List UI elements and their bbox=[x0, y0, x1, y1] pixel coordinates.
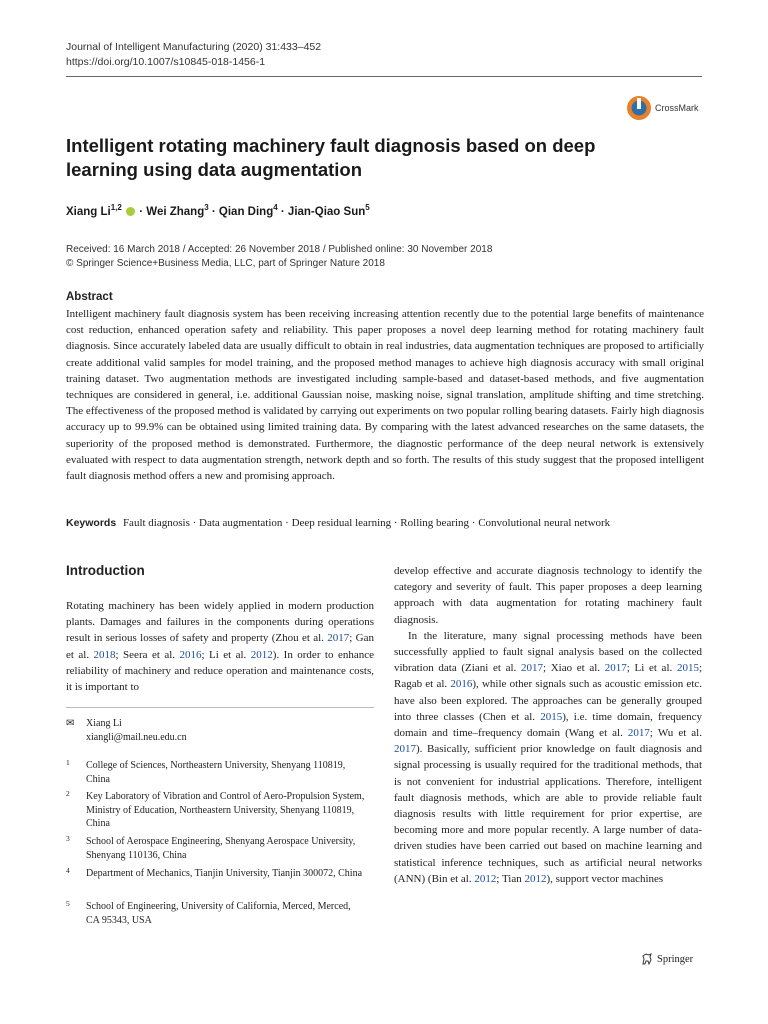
author-affil-sup: 3 bbox=[204, 203, 209, 212]
article-title: Intelligent rotating machinery fault diagnosis based on deep learning using data augmentation bbox=[66, 135, 596, 180]
citation-link[interactable]: 2017 bbox=[394, 743, 416, 756]
affiliation-text: Department of Mechanics, Tianjin University, Tianjin 300072, China bbox=[86, 868, 363, 879]
affiliation-number: 3 bbox=[66, 834, 70, 843]
header-rule bbox=[66, 76, 702, 77]
citation-link[interactable]: 2012 bbox=[474, 872, 497, 885]
orcid-icon[interactable] bbox=[126, 207, 135, 216]
intro-column-1: Rotating machinery has been widely applied in modern production plants. Damages and failures in the components during operations result in serious losses of safety and property (Zhou et al. 2017; Gan et al. 2018; Seera et al. 2016; Li et al. 2012). In order to enhance reliability of machinery and reduce operation and maintenance costs, it is important to bbox=[66, 600, 374, 694]
affiliation-text: School of Aerospace Engineering, Shenyang Aerospace University, Shenyang 110136, China bbox=[86, 836, 356, 861]
author-name[interactable]: Xiang Li bbox=[66, 205, 111, 218]
doi-link[interactable]: https://doi.org/10.1007/s10845-018-1456-1 bbox=[66, 56, 266, 68]
affiliation-text: College of Sciences, Northeastern University, Shenyang 110819, China bbox=[86, 760, 346, 785]
crossmark-label: CrossMark bbox=[655, 103, 699, 113]
contact-name: Xiang Li bbox=[86, 718, 122, 729]
affiliation-number: 1 bbox=[66, 758, 70, 767]
publisher-mark bbox=[640, 952, 693, 966]
affiliation-text: Key Laboratory of Vibration and Control of Aero-Propulsion System, Ministry of Education, Northeastern University, Shenyang 110819, China bbox=[86, 791, 365, 829]
intro-paragraph: develop effective and accurate diagnosis technology to identify the category and severity of fault. This paper proposes a deep learning approach with data augmentation for rotating machinery fault diagnosis. bbox=[394, 565, 702, 626]
affiliation-number: 5 bbox=[66, 899, 70, 908]
affiliation bbox=[66, 759, 374, 786]
keywords-heading: Keywords bbox=[66, 517, 117, 529]
author-name[interactable]: Jian-Qiao Sun bbox=[287, 205, 366, 218]
citation-link[interactable]: 2012 bbox=[524, 872, 547, 885]
citation-link[interactable]: 2017 bbox=[604, 662, 627, 675]
author-list bbox=[66, 203, 370, 218]
footnote-rule bbox=[66, 707, 374, 708]
intro-paragraph: In the literature, many signal processing methods have been successfully applied to fault signal analysis based on the collected vibration data (Ziani et al. 2017; Xiao et al. 2017; Li et al. 2015; Ragab et al. 2016), while other signals such as acoustic emission etc. have also been explored. The approaches can be generally grouped into three classes (Chen et al. 2015), i.e. time domain, frequency domain and time–frequency domain (Wang et al. 2017; Wu et al. 2017). Basically, sufficient prior knowledge on fault diagnosis and signal processing is usually required for the traditional methods, that is not convenient for industrial applications. Therefore, intelligent fault diagnosis methods, which are able to provide reliable fault diagnosis results with little requirement for prior expertise, are becoming more and more popular recently. A large number of data-driven studies have been carried out based on machine learning and statistical inference techniques, such as artificial neural networks (ANN) (Bin et al. 2012; Tian 2012), support vector machines bbox=[394, 629, 703, 885]
citation-link[interactable]: 2016 bbox=[450, 678, 473, 691]
affiliation bbox=[66, 835, 374, 862]
citation-link[interactable]: 2017 bbox=[627, 727, 650, 740]
abstract-heading: Abstract bbox=[66, 291, 113, 303]
intro-column-2 bbox=[394, 563, 702, 887]
citation-link[interactable]: 2017 bbox=[520, 662, 543, 675]
journal-citation: Journal of Intelligent Manufacturing (2020) 31:433–452 bbox=[66, 41, 322, 53]
citation-link[interactable]: 2018 bbox=[93, 648, 116, 661]
introduction-heading: Introduction bbox=[66, 563, 145, 578]
crossmark-badge[interactable] bbox=[626, 93, 706, 123]
author-affil-sup: 1,2 bbox=[110, 203, 122, 212]
author-separator: · bbox=[277, 205, 288, 218]
crossmark-icon bbox=[626, 95, 652, 121]
citation-link[interactable]: 2015 bbox=[540, 710, 563, 723]
publication-dates bbox=[66, 243, 492, 270]
publisher-label: Springer bbox=[657, 953, 694, 965]
springer-horse-icon bbox=[640, 952, 654, 966]
keywords-text: Fault diagnosis · Data augmentation · Deep residual learning · Rolling bearing · Convolutional neural network bbox=[122, 517, 611, 529]
author-separator: · bbox=[208, 205, 219, 218]
corresponding-author bbox=[66, 717, 187, 743]
envelope-icon: ✉ bbox=[66, 718, 75, 729]
journal-header bbox=[66, 40, 321, 70]
affiliation bbox=[66, 900, 374, 927]
citation-link[interactable]: 2017 bbox=[327, 632, 350, 645]
citation-link[interactable]: 2016 bbox=[179, 648, 202, 661]
author-name[interactable]: Wei Zhang bbox=[146, 205, 205, 218]
author-separator: · bbox=[136, 205, 147, 218]
affiliation bbox=[66, 790, 374, 831]
contact-email[interactable]: xiangli@mail.neu.edu.cn bbox=[86, 732, 187, 743]
affiliation-text: School of Engineering, University of California, Merced, Merced, CA 95343, USA bbox=[86, 901, 351, 926]
keywords-line bbox=[66, 517, 610, 529]
copyright-line: © Springer Science+Business Media, LLC, part of Springer Nature 2018 bbox=[66, 257, 385, 269]
history-dates: Received: 16 March 2018 / Accepted: 26 November 2018 / Published online: 30 November 2018 bbox=[66, 244, 493, 255]
author-affil-sup: 5 bbox=[365, 203, 370, 212]
author-name[interactable]: Qian Ding bbox=[218, 205, 274, 218]
affiliation-number: 4 bbox=[66, 866, 70, 875]
citation-link[interactable]: 2012 bbox=[250, 648, 273, 661]
contact-details bbox=[86, 717, 187, 745]
citation-link[interactable]: 2015 bbox=[676, 662, 699, 675]
abstract-text: Intelligent machinery fault diagnosis system has been receiving increasing attention recently due to the potential large benefits of maintenance cost reduction, enhanced operation safety and reliability. This paper proposes a novel deep learning method for rotating machinery fault diagnosis. Since accurately labeled data are usually difficult to obtain in real industries, data augmentation techniques are proposed to artificially create additional valid samples for model training, and the proposed method manages to achieve high diagnosis accuracy with small original training dataset. Two augmentation methods are investigated including sample-based and dataset-based methods, and five augmentation techniques are considered in general, i.e. additional Gaussian noise, masking noise, signal translation, amplitude shifting and time stretching. The effectiveness of the proposed method is validated by carrying out experiments on two popular rolling bearing datasets. Fairly high diagnosis accuracy up to 99.9% can be obtained using limited training data. By comparing with the latest advanced researches on the same datasets, the superiority of the proposed method is demonstrated. Furthermore, the diagnostic performance of the deep neural network is extensively evaluated with respect to data augmentation strength, network depth and so forth. The results of this study suggest that the proposed intelligent fault diagnosis method offers a new and promising approach. bbox=[66, 308, 704, 483]
affiliation-number: 2 bbox=[66, 789, 70, 798]
affiliation bbox=[66, 867, 374, 881]
author-affil-sup: 4 bbox=[273, 203, 278, 212]
